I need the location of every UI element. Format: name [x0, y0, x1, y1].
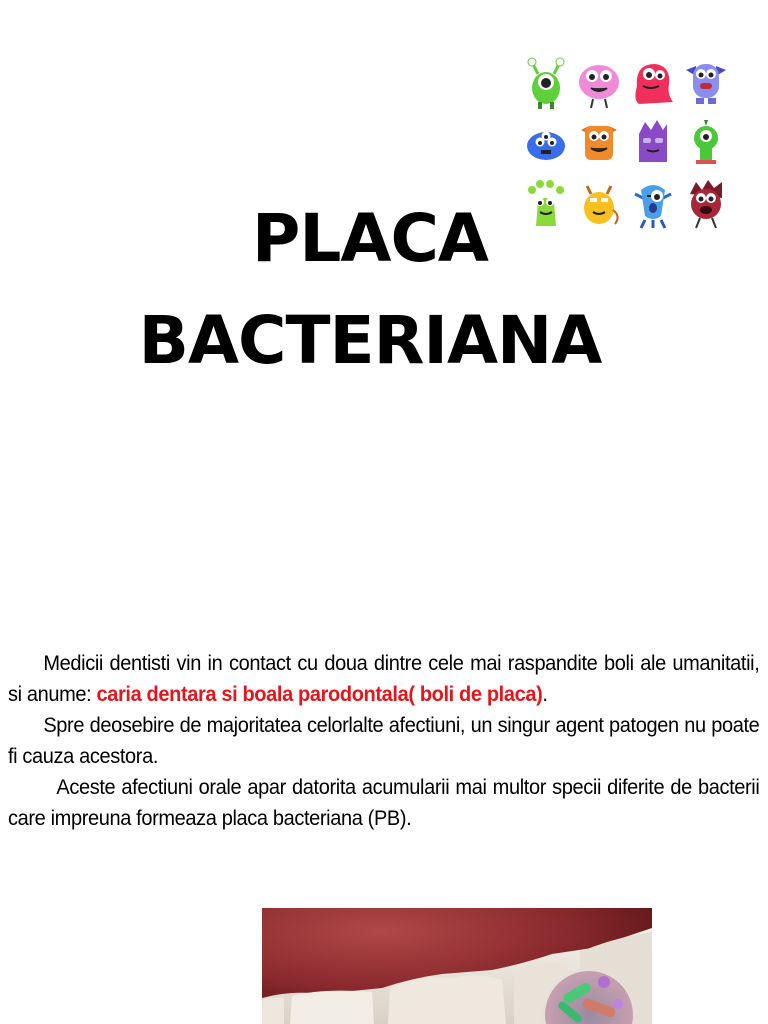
teeth-illustration — [262, 908, 652, 1024]
monster-image — [681, 114, 733, 172]
monster-image — [574, 54, 626, 112]
monster-image — [520, 114, 572, 172]
monster-image — [520, 54, 572, 112]
monster-image — [681, 54, 733, 112]
page-title-line1: PLACA — [251, 200, 489, 277]
monster-image — [627, 54, 679, 112]
paragraph-1-end: . — [542, 682, 548, 706]
teeth-plaque-photo — [262, 908, 652, 1024]
monster-image — [627, 114, 679, 172]
monster-image — [574, 114, 626, 172]
paragraph-1-text: Medicii dentisti vin in contact cu doua dintre cele mai raspandite boli ale umanitatii, si anume: — [8, 651, 760, 706]
paragraph-1 — [8, 648, 759, 710]
page-title-line2: BACTERIANA — [138, 302, 602, 379]
paragraph-2: Spre deosebire de majoritatea celorlalte afectiuni, un singur agent patogen nu poate fi cauza acestora. — [8, 713, 760, 768]
highlighted-diseases: caria dentara si boala parodontala( boli de placa) — [96, 682, 543, 706]
paragraph-3: Aceste afectiuni orale apar datorita acumularii mai multor specii diferite de bacterii care impreuna formeaza placa bacteriana (PB). — [8, 775, 760, 830]
body-text — [8, 648, 759, 834]
